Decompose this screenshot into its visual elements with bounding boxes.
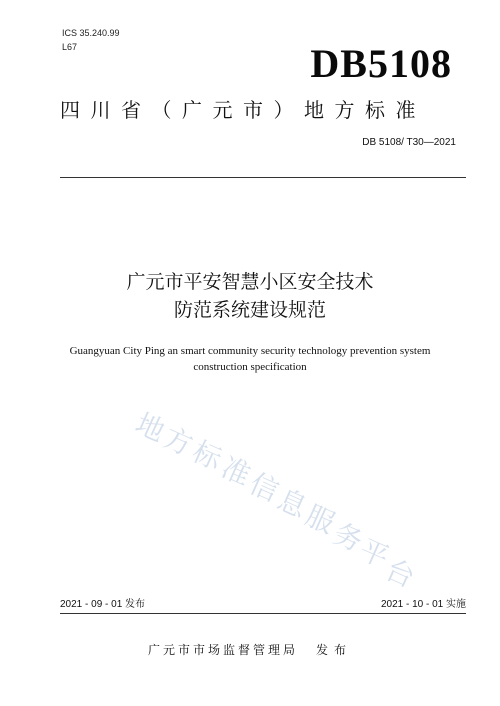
watermark bbox=[130, 406, 420, 595]
issuing-authority bbox=[0, 642, 500, 658]
watermark-char: 信 bbox=[244, 466, 284, 509]
watermark-char: 服 bbox=[300, 498, 340, 541]
watermark-char: 标 bbox=[187, 434, 227, 477]
title-english-line-1: Guangyuan City Ping an smart community security technology prevention system bbox=[69, 345, 431, 357]
standard-level: 四川省（广元市）地方标准 bbox=[60, 98, 426, 122]
issuer-organization: 广元市市场监督管理局 bbox=[147, 643, 298, 657]
title-english bbox=[0, 343, 500, 375]
title-english-line-2: construction specification bbox=[193, 361, 307, 373]
ccs-code: L67 bbox=[62, 42, 78, 52]
watermark-char: 地 bbox=[130, 406, 170, 449]
watermark-char: 台 bbox=[380, 552, 420, 595]
publish-date: 2021 - 09 - 01 发布 bbox=[60, 599, 146, 610]
implementation-date: 2021 - 10 - 01 实施 bbox=[380, 599, 466, 610]
watermark-char: 息 bbox=[272, 482, 312, 525]
watermark-char: 平 bbox=[354, 532, 394, 575]
standard-number: DB 5108/ T30—2021 bbox=[362, 137, 456, 148]
watermark-char: 务 bbox=[328, 516, 368, 559]
watermark-char: 准 bbox=[216, 450, 256, 493]
issuer-action: 发布 bbox=[316, 643, 353, 657]
title-chinese-line-2: 防范系统建设规范 bbox=[173, 299, 326, 321]
standard-code: DB5108 bbox=[310, 41, 452, 86]
dates-divider bbox=[60, 613, 466, 614]
header-divider bbox=[60, 177, 466, 178]
ics-code: ICS 35.240.99 bbox=[62, 28, 120, 38]
title-chinese-line-1: 广元市平安智慧小区安全技术 bbox=[126, 271, 374, 293]
title-chinese bbox=[0, 268, 500, 324]
watermark-char: 方 bbox=[158, 420, 198, 463]
